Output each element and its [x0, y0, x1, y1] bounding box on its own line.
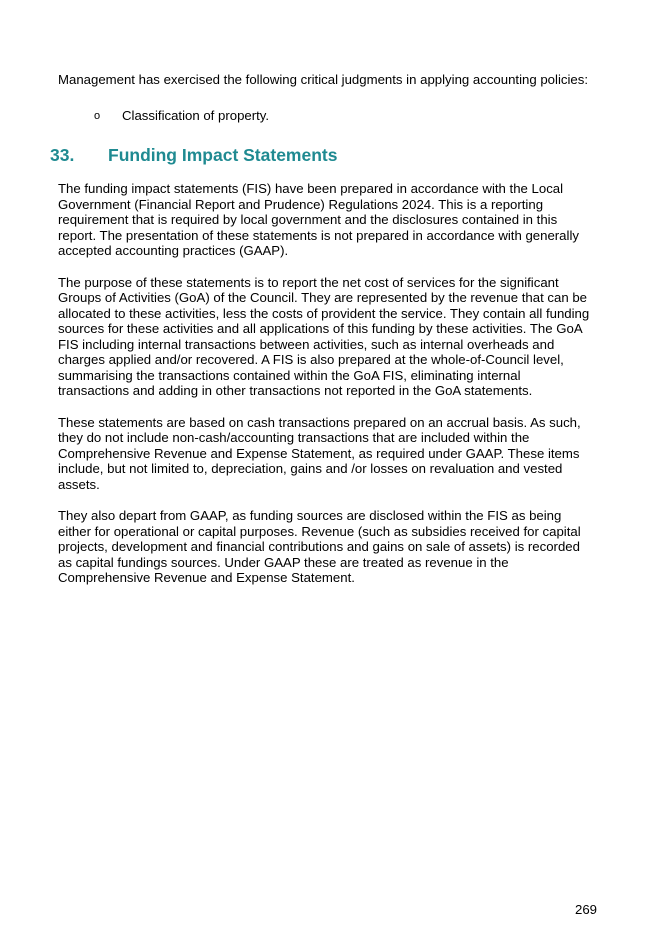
section-number: 33. — [50, 145, 75, 165]
intro-text: Management has exercised the following critical judgments in applying accounting policies: — [58, 72, 588, 87]
bullet-marker: o — [94, 110, 101, 122]
section-heading — [50, 144, 337, 166]
paragraph-cash-basis: These statements are based on cash transactions prepared on an accrual basis. As such, they do not include non-cash/accounting transactions that are included within the Comprehensive Revenue and Expense Statement, as required under GAAP. These items include, but not limited to, depreciation, gains and /or losses on revaluation and vested assets. — [58, 414, 581, 492]
bullet-item — [94, 108, 269, 124]
page-number: 269 — [574, 902, 597, 917]
paragraph-purpose: The purpose of these statements is to report the net cost of services for the significant Groups of Activities (GoA) of the Council. They are represented by the revenue that can be allocated to these activities, less the costs of provident the service. They contain all funding sources for these activities and all applications of this funding by these activities. The GoA FIS including internal transactions between activities, such as internal overheads and charges applied and/or recovered. A FIS is also prepared at the whole-of-Council level, summarising the transactions contained within the GoA FIS, eliminating internal transactions and adding in other transactions not reported in the GoA statements. — [58, 274, 590, 398]
section-title: Funding Impact Statements — [108, 145, 338, 165]
paragraph-fis-overview: The funding impact statements (FIS) have been prepared in accordance with the Local Government (Financial Report and Prudence) Regulations 2024. This is a reporting requirement that is required by local government and the disclosures contained in this report. The presentation of these statements is not prepared in accordance with generally accepted accounting practices (GAAP). — [58, 181, 579, 258]
bullet-text: Classification of property. — [122, 108, 270, 123]
section-body — [58, 181, 593, 602]
paragraph-gaap-departure: They also depart from GAAP, as funding sources are disclosed within the FIS as being either for operational or capital purposes. Revenue (such as subsidies received for capital projects, development and financial contributions and gains on sale of assets) is recorded as capital fundings sources. Under GAAP these are treated as revenue in the Comprehensive Revenue and Expense Statement. — [58, 508, 581, 585]
